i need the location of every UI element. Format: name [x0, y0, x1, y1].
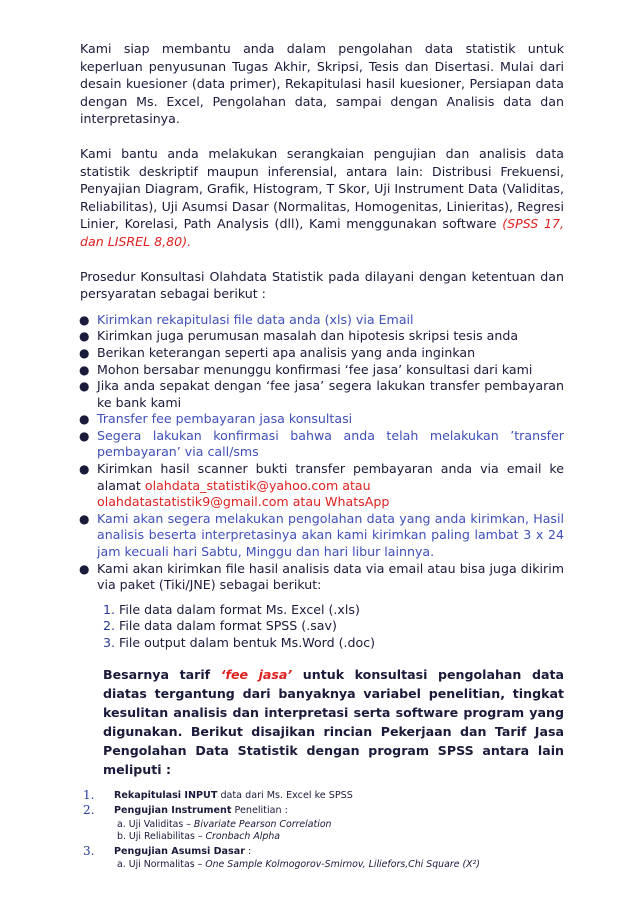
list-item-text: Kirimkan juga perumusan masalah dan hipotesis skripsi tesis anda: [97, 328, 519, 344]
subitem-method: One Sample Kolmogorov-Smirnov, Liliefors,Chi Square (X²): [205, 859, 480, 871]
list-item-text: Kirimkan rekapitulasi file data anda (xls) via Email: [97, 311, 414, 327]
fee-jasa-label: ‘fee jasa’: [220, 666, 293, 682]
bullet-icon: ●: [79, 312, 90, 327]
list-item-text: Kami akan segera melakukan pengolahan data yang anda kirimkan, Hasil analisis beserta interpretasinya akan kami kirimkan paling lambat 3 x 24 jam kecuali hari Sabtu, Minggu dan hari libur lainnya.: [97, 510, 564, 560]
service-number: 2.: [83, 803, 95, 818]
email-separator: atau: [338, 477, 371, 493]
service-item: [80, 844, 564, 860]
list-item: [80, 345, 564, 362]
email-link-gmail[interactable]: olahdatastatistik9@gmail.com atau WhatsApp: [97, 494, 390, 510]
file-item-number: 3.: [103, 635, 116, 650]
tarif-text-rest: untuk konsultasi pengolahan data diatas tergantung dari banyaknya variabel penelitian, tingkat kesulitan analisis dan interpretasi serta software program yang digunakan. Berikut disajikan rincian Pekerjaan dan Tarif Jasa Pengolahan Data Statistik dengan program SPSS antara lain meliputi :: [103, 666, 564, 777]
list-item: [80, 378, 564, 411]
list-item: [80, 511, 564, 561]
bullet-icon: ●: [79, 428, 90, 443]
service-detail: :: [244, 845, 252, 857]
intro-paragraph: Kami siap membantu anda dalam pengolahan data statistik untuk keperluan penyusunan Tugas Akhir, Skripsi, Tesis dan Disertasi. Mulai dari desain kuesioner (data primer), Rekapitulasi hasil kuesioner, Persiapan data dengan Ms. Excel, Pengolahan data, sampai dengan Analisis data dan interpretasinya.: [80, 41, 564, 127]
service-subitem: [80, 819, 564, 832]
bullet-icon: ●: [79, 362, 90, 377]
tarif-paragraph: [103, 665, 564, 779]
subitem-label: b. Uji Reliabilitas –: [117, 831, 206, 843]
bullet-icon: ●: [79, 412, 90, 427]
service-subitem: [80, 831, 564, 844]
service-number: 1.: [83, 787, 95, 802]
service-item: [80, 788, 564, 804]
list-item-text: Kami akan kirimkan file hasil analisis data via email atau bisa juga dikirim via paket (Tiki/JNE) sebagai berikut:: [97, 560, 564, 593]
list-item-text: Berikan keterangan seperti apa analisis yang anda inginkan: [97, 344, 476, 360]
service-number: 3.: [83, 843, 95, 858]
subitem-method: Bivariate Pearson Correlation: [193, 818, 332, 830]
service-title: Rekapitulasi INPUT: [114, 789, 218, 801]
subitem-label: a. Uji Normalitas –: [117, 859, 206, 871]
file-item-text: File data dalam format SPSS (.sav): [119, 618, 337, 634]
service-title: Pengujian Instrument: [114, 805, 232, 817]
bullet-icon: ●: [79, 379, 90, 394]
file-item: [103, 602, 564, 619]
file-item-number: 1.: [103, 601, 116, 617]
services-paragraph: [80, 145, 564, 251]
list-item-text: Jika anda sepakat dengan ‘fee jasa’ segera lakukan transfer pembayaran ke bank kami: [97, 378, 564, 410]
service-subitem: [80, 859, 564, 872]
list-item: [80, 411, 564, 428]
file-item-number: 2.: [103, 618, 116, 634]
file-item: [103, 618, 564, 635]
service-detail: data dari Ms. Excel ke SPSS: [217, 789, 353, 801]
tarif-text-start: Besarnya tarif: [103, 666, 221, 682]
services-paragraph-text: Kami bantu anda melakukan serangkaian pengujian dan analisis data statistik deskriptif maupun inferensial, antara lain: Distribusi Frekuensi, Penyajian Diagram, Grafik, Histogram, T Skor, Uji Instrument Data (Validitas, Reliabilitas), Uji Asumsi Dasar (Normalitas, Homogenitas, Linieritas), Regresi Linier, Korelasi, Path Analysis (dll), Kami menggunakan software: [80, 145, 564, 232]
bullet-icon: ●: [79, 345, 90, 360]
procedure-list: [80, 312, 564, 594]
service-item: [80, 803, 564, 819]
procedure-heading: Prosedur Konsultasi Olahdata Statistik pada dilayani dengan ketentuan dan persyaratan sebagai berikut :: [80, 268, 564, 302]
list-item-text: Transfer fee pembayaran jasa konsultasi: [97, 411, 353, 427]
list-item: [80, 362, 564, 379]
subitem-method: Cronbach Alpha: [205, 831, 281, 843]
list-item: [80, 461, 564, 511]
list-item: [80, 312, 564, 329]
document-page: [80, 40, 564, 872]
service-list: [80, 788, 564, 872]
software-note: (SPSS 17, dan LISREL 8,80).: [80, 216, 564, 249]
list-item-text: Kirimkan hasil scanner bukti transfer pembayaran anda via email ke alamat: [97, 461, 564, 493]
list-item: [80, 561, 564, 594]
service-detail: Penelitian :: [231, 805, 288, 817]
list-item-text: Mohon bersabar menunggu konfirmasi ‘fee jasa’ konsultasi dari kami: [97, 361, 533, 377]
email-link-yahoo[interactable]: olahdata_statistik@yahoo.com: [144, 477, 339, 493]
file-item-text: File output dalam bentuk Ms.Word (.doc): [119, 635, 376, 650]
bullet-icon: ●: [79, 511, 90, 526]
service-title: Pengujian Asumsi Dasar: [114, 845, 245, 857]
list-item: [80, 428, 564, 461]
list-item: [80, 328, 564, 345]
file-list: [103, 602, 564, 652]
bullet-icon: ●: [79, 462, 90, 477]
file-item-text: File data dalam format Ms. Excel (.xls): [119, 601, 360, 617]
file-item: [103, 635, 564, 652]
list-item-text: Segera lakukan konfirmasi bahwa anda telah melakukan ’transfer pembayaran’ via call/sms: [97, 427, 564, 460]
bullet-icon: ●: [79, 561, 90, 576]
bullet-icon: ●: [79, 329, 90, 344]
subitem-label: a. Uji Validitas –: [117, 818, 194, 830]
